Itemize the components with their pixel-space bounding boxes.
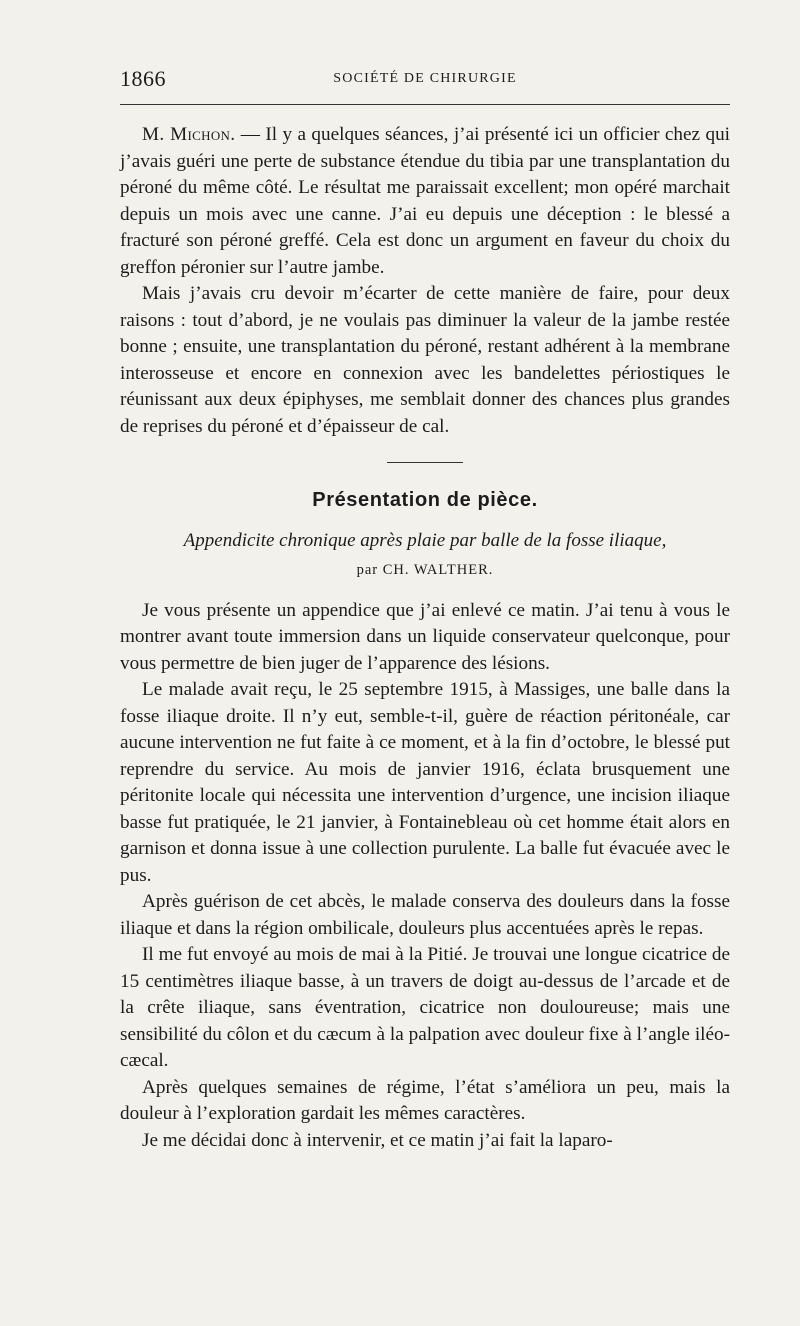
article-paragraph-2: Le malade avait reçu, le 25 septembre 1915, à Massiges, une balle dans la fosse iliaque droite. Il n’y eut, semble-t-il, guère de réaction péritonéale, car aucune intervention ne fut faite à ce moment, et à la fin d’octobre, le blessé put reprendre du service. Au mois de janvier 1916, éclata brusquement une péritonite locale qui nécessita une intervention d’urgence, une incision iliaque basse fut pratiquée, le 21 janvier, à Fontainebleau où cet homme était alors en garnison et donna issue à une collection purulente. La balle fut évacuée avec le pus.: [120, 679, 730, 886]
page-header: [120, 66, 730, 96]
spacer: [120, 584, 730, 598]
page-number: 1866: [120, 66, 166, 91]
section-title: Présentation de pièce.: [312, 489, 538, 511]
discussion-paragraph-1: [120, 122, 730, 281]
article-paragraph-1: Je vous présente un appendice que j’ai enlevé ce matin. J’ai tenu à vous le montrer avant toute immersion dans un liquide conservateur quelconque, pour vous permettre de bien juger de l’apparence des lésions.: [120, 599, 730, 674]
speaker-name: M. Michon.: [142, 124, 236, 145]
article-author: par CH. WALTHER.: [356, 562, 494, 578]
section-divider: [387, 462, 463, 463]
article-paragraph-4: Il me fut envoyé au mois de mai à la Pitié. Je trouvai une longue cicatrice de 15 centimètres iliaque basse, à un travers de doigt au-dessus de l’arcade et de la crête iliaque, sans éventration, cicatrice non douloureuse; mais une sensibilité du côlon et du cæcum à la palpation avec douleur fixe à l’angle iléo-cæcal.: [120, 944, 730, 1071]
header-rule: [120, 104, 730, 105]
article-paragraph-5: Après quelques semaines de régime, l’état s’améliora un peu, mais la douleur à l’exploration gardait les mêmes caractères.: [120, 1076, 730, 1124]
discussion-paragraph-2: Mais j’avais cru devoir m’écarter de cette manière de faire, pour deux raisons : tout d’abord, je ne voulais pas diminuer la valeur de la jambe restée bonne ; ensuite, une transplantation du péroné, restant adhérent à la membrane interosseuse et encore en connexion avec les bandelettes périostiques le réunissant aux deux épiphyses, me semblait donner des chances plus grandes de reprises du péroné et d’épaisseur de cal.: [120, 283, 730, 437]
discussion-text: — Il y a quelques séances, j’ai présenté ici un officier chez qui j’avais guéri une perte de substance étendue du tibia par une transplantation du péroné du même côté. Le résultat me paraissait excellent; mon opéré marchait depuis un mois avec une canne. J’ai eu depuis une déception : le blessé a fracturé son péroné greffé. Cela est donc un argument en faveur du choix du greffon péronier sur l’autre jambe.: [120, 124, 730, 278]
running-head: SOCIÉTÉ DE CHIRURGIE: [333, 71, 517, 86]
article-paragraph-6: Je me décidai donc à intervenir, et ce matin j’ai fait la laparo-: [142, 1129, 613, 1151]
page-body: [120, 122, 730, 1154]
article-subtitle: Appendicite chronique après plaie par balle de la fosse iliaque,: [183, 529, 667, 551]
article-paragraph-3: Après guérison de cet abcès, le malade conserva des douleurs dans la fosse iliaque et dans la région ombilicale, douleurs plus accentuées après le repas.: [120, 891, 730, 939]
